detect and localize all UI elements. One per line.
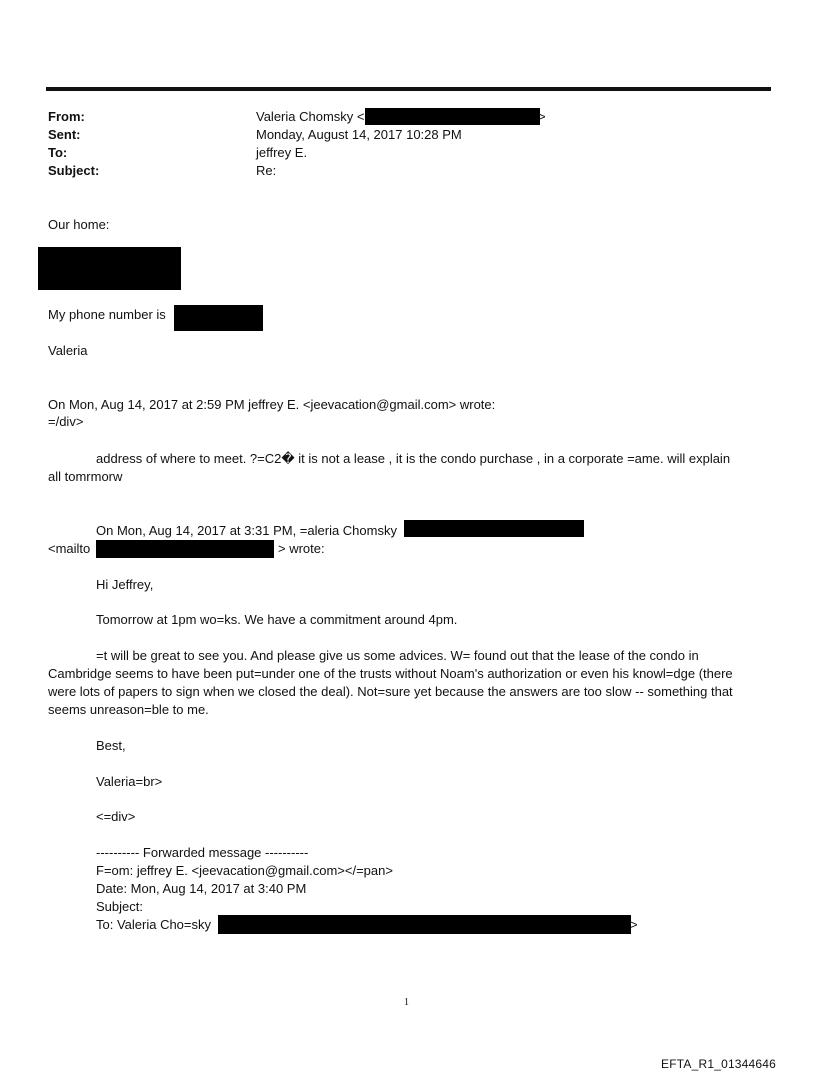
paragraph-first-line: =t will be great to see you. And please give us some advices. W= found out that the lease of the condo in xyxy=(96,648,699,663)
tomorrow-line: Tomorrow at 1pm wo=ks. We have a commitment around 4pm. xyxy=(96,612,458,627)
paragraph-line: were lots of papers to sign when we closed the deal). Not=sure yet because the answers are too slow -- something that xyxy=(48,684,733,699)
subject-label: Subject: xyxy=(48,163,100,178)
redaction-bar xyxy=(218,915,631,934)
forwarded-title: ---------- Forwarded message ---------- xyxy=(96,845,309,860)
subject-value: Re: xyxy=(256,163,277,178)
forwarded-to-tail: > xyxy=(630,917,638,932)
our-home-label: Our home: xyxy=(48,217,110,232)
forwarded-date: Date: Mon, Aug 14, 2017 at 3:40 PM xyxy=(96,881,307,896)
redaction-bar xyxy=(96,540,274,558)
quote-line: address of where to meet. ?=C2� it is not a lease , it is the condo purchase , in a corporate =ame. will explain xyxy=(96,451,731,466)
page-number: 1 xyxy=(404,997,409,1008)
greeting: Hi Jeffrey, xyxy=(96,577,154,592)
sent-value: Monday, August 14, 2017 10:28 PM xyxy=(256,127,462,142)
document-id: EFTA_R1_01344646 xyxy=(661,1057,777,1071)
from-value: Valeria Chomsky < xyxy=(256,109,365,124)
to-label: To: xyxy=(48,145,68,160)
redaction-bar xyxy=(404,520,584,537)
paragraph-line: seems unreason=ble to me. xyxy=(48,702,209,717)
forwarded-to: To: Valeria Cho=sky xyxy=(96,917,212,932)
redaction-bar xyxy=(365,108,540,125)
from-value-tail: > xyxy=(538,109,546,124)
closing: Best, xyxy=(96,738,126,753)
header-rule xyxy=(46,87,771,91)
quote-line: all tomrmorw xyxy=(48,469,123,484)
quote-div-tag: =/div> xyxy=(48,414,84,429)
signature: Valeria xyxy=(48,343,88,358)
quote-header-2: On Mon, Aug 14, 2017 at 3:31 PM, =aleria Chomsky xyxy=(96,523,397,538)
sent-label: Sent: xyxy=(48,127,81,142)
sign-off: Valeria=br> xyxy=(96,774,163,789)
redaction-bar xyxy=(38,247,181,290)
div-tag: <=div> xyxy=(96,809,136,824)
paragraph-line: Cambridge seems to have been put=under one of the trusts without Noam's authorization or even his knowl=dge (there xyxy=(48,666,733,681)
forwarded-from: F=om: jeffrey E. <jeevacation@gmail.com></=pan> xyxy=(96,863,393,878)
to-value: jeffrey E. xyxy=(256,145,308,160)
wrote-suffix: > wrote: xyxy=(278,541,325,556)
phone-label: My phone number is xyxy=(48,307,166,322)
redaction-bar xyxy=(174,305,263,331)
mailto-prefix: <mailto xyxy=(48,541,91,556)
from-label: From: xyxy=(48,109,85,124)
forwarded-subject: Subject: xyxy=(96,899,143,914)
quote-header-1: On Mon, Aug 14, 2017 at 2:59 PM jeffrey E. <jeevacation@gmail.com> wrote: xyxy=(48,397,496,412)
